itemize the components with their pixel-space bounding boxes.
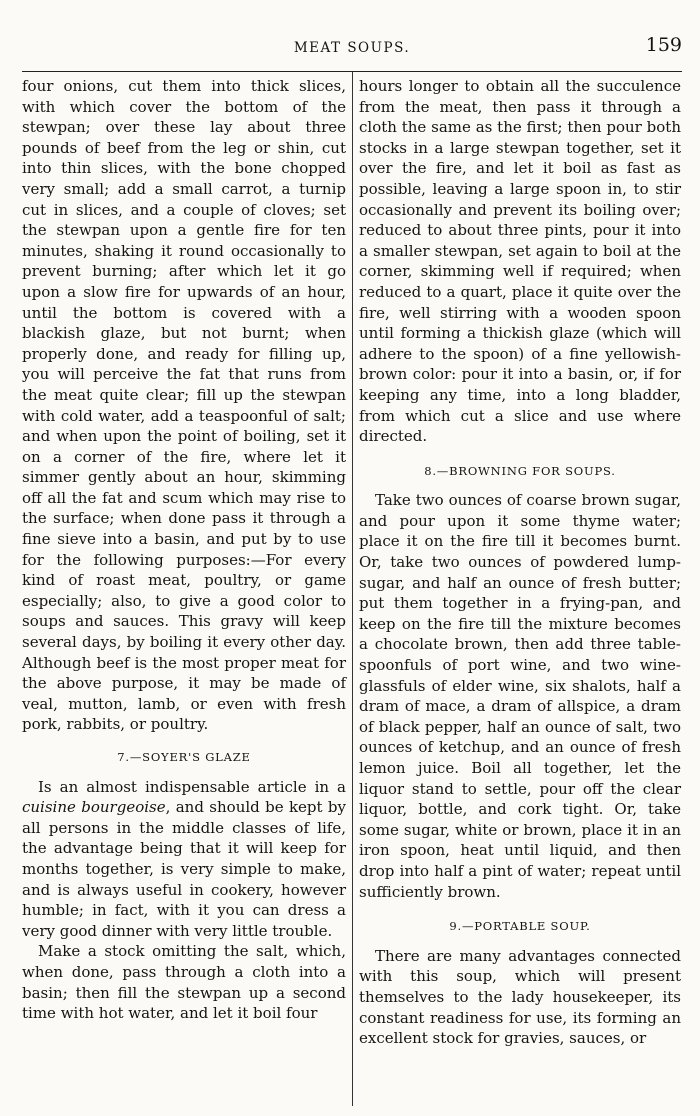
column-divider bbox=[352, 72, 353, 1106]
right-column bbox=[359, 76, 681, 1049]
glaze-method-paragraph: Make a stock omitting the salt, which, when done, pass through a cloth into a basin; then fill the stewpan up a second time with hot water, and let it boil four bbox=[22, 942, 346, 1023]
cuisine-bourgeoise-italic: cuisine bourgeoise bbox=[22, 798, 166, 817]
browning-paragraph: Take two ounces of coarse brown sugar, and pour upon it some thyme water; place it on the fire till it becomes burnt. Or, take two ounces of powdered lump-sugar, and half an ounce of fresh butter; put them together in a frying-pan, and keep on the fire till the mixture becomes a chocolate brown, then add three table-spoonfuls of port wine, and two wine-glassfuls of elder wine, six shalots, half a dram of mace, a dram of allspice, a dram of black pepper, half an ounce of salt, two ounces of ketchup, and an ounce of fresh lemon juice. Boil all together, let the liquor stand to settle, pour off the clear liquor, bottle, and cork tight. Or, take some sugar, white or brown, place it in an iron spoon, heat until liquid, and then drop into half a pint of water; repeat until sufficiently brown. bbox=[359, 491, 681, 901]
left-column bbox=[22, 76, 346, 1024]
section-heading-browning: 8.—BROWNING FOR SOUPS. bbox=[424, 463, 616, 478]
section-heading-soyers-glaze: 7.—SOYER'S GLAZE bbox=[117, 750, 251, 764]
glaze-intro-paragraph bbox=[22, 777, 346, 942]
gravy-paragraph: four onions, cut them into thick slices, with which cover the bottom of the stewpan; over these lay about three pounds of beef from the leg or shin, cut into thin slices, with the bone chopped very small; add a small carrot, a turnip cut in slices, and a couple of cloves; set the stewpan upon a gentle fire for ten minutes, shaking it round occasionally to prevent burning; after which let it go upon a slow fire for upwards of an hour, until the bottom is covered with a blackish glaze, but not burnt; when properly done, and ready for filling up, you will perceive the fat that runs from the meat quite clear; fill up the stewpan with cold water, add a teaspoonful of salt; and when upon the point of boiling, set it on a corner of the fire, where let it simmer gently about an hour, skimming off all the fat and scum which may rise to the surface; when done pass it through a fine sieve into a basin, and put by to use for the following purposes:—For every kind of roast meat, poultry, or game especially; also, to give a good color to soups and sauces. This gravy will keep several days, by boiling it every other day. Although beef is the most proper meat for the above purpose, it may be made of veal, mutton, lamb, or even with fresh pork, rabbits, or poultry. bbox=[22, 77, 346, 734]
portable-soup-paragraph: There are many advantages connected with this soup, which will present themselves to the lady housekeeper, its constant readiness for use, its forming an excellent stock for gravies, sauces, or bbox=[359, 946, 681, 1048]
page-header bbox=[22, 32, 682, 62]
glaze-method-continued-paragraph: hours longer to obtain all the succulence from the meat, then pass it through a cloth the same as the first; then pour both stocks in a large stewpan together, set it over the fire, and let it boil as fast as possible, leaving a large spoon in, to stir occasionally and prevent its boiling over; reduced to about three pints, pour it into a smaller stewpan, set again to boil at the corner, skimming well if required; when reduced to a quart, place it quite over the fire, well stirring with a wooden spoon until forming a thickish glaze (which will adhere to the spoon) of a fine yellowish-brown color: pour it into a basin, or, if for keeping any time, into a long bladder, from which cut a slice and use where directed. bbox=[359, 77, 681, 446]
glaze-intro-start: Is an almost indispensable article in a bbox=[38, 777, 346, 796]
glaze-intro-rest: , and should be kept by all persons in the middle classes of life, the advantage being that it will keep for months together, is very simple to make, and is always useful in cookery, however humble; in fact, with it you can dress a very good dinner with very little trouble. bbox=[22, 798, 346, 940]
section-heading-portable-soup: 9.—PORTABLE SOUP. bbox=[449, 919, 591, 934]
running-head: MEAT SOUPS. bbox=[293, 40, 411, 56]
page-number: 159 bbox=[645, 34, 682, 56]
